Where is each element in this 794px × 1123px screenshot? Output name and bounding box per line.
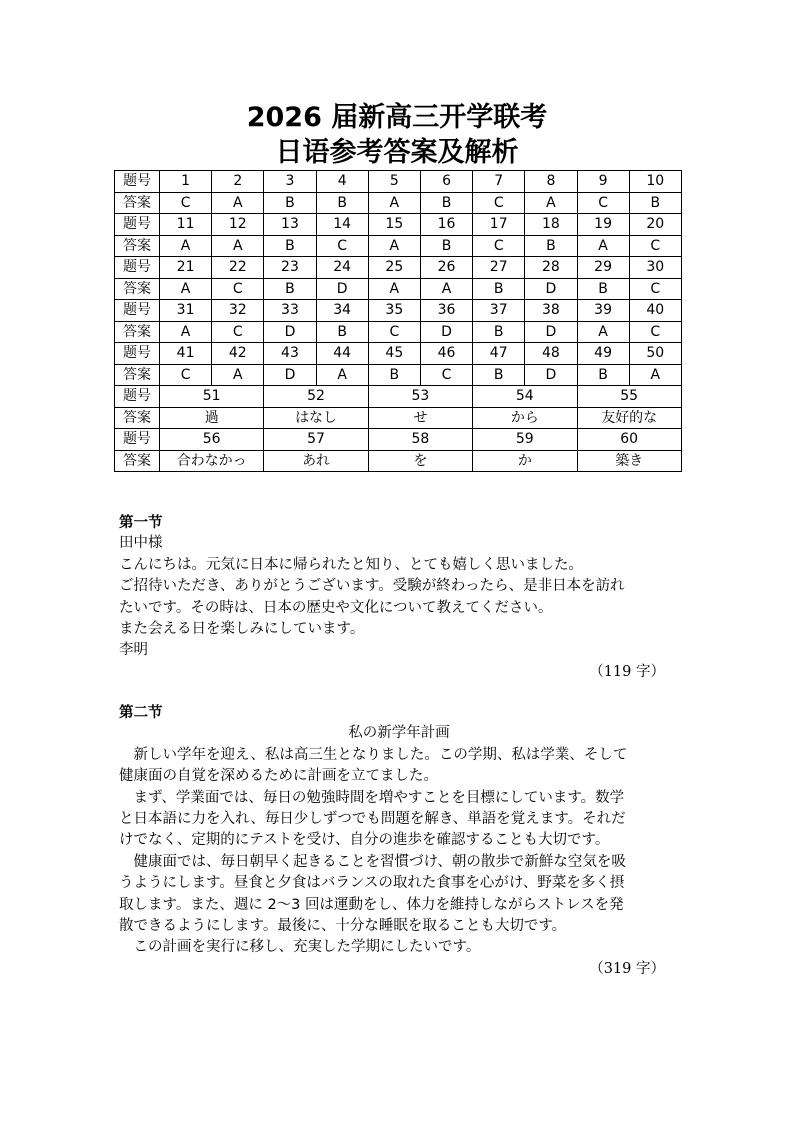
answer-cell: C — [212, 321, 264, 343]
answer-cell: 友好的な — [577, 407, 681, 429]
answer-cell: D — [316, 278, 368, 300]
question-number-cell: 36 — [420, 300, 472, 322]
section-1-heading: 第一节 — [119, 514, 163, 531]
row-label: 题号 — [115, 343, 160, 365]
question-number-cell: 48 — [525, 343, 577, 365]
answer-cell: B — [316, 192, 368, 214]
question-number-cell: 30 — [629, 257, 681, 279]
answer-cell: C — [629, 321, 681, 343]
section-1-line: 李明 — [119, 642, 148, 659]
row-label: 答案 — [115, 278, 160, 300]
answer-cell: あれ — [264, 450, 368, 472]
question-number-cell: 23 — [264, 257, 316, 279]
answer-cell: B — [420, 235, 472, 257]
essay-line: と日本語に力を入れ、毎日少しずつでも問題を解き、単語を覚えます。それだ — [119, 811, 626, 828]
question-number-row — [115, 343, 682, 365]
question-number-cell: 22 — [212, 257, 264, 279]
question-number-cell: 52 — [264, 386, 368, 408]
question-number-cell: 43 — [264, 343, 316, 365]
answer-cell: D — [525, 321, 577, 343]
answer-cell: B — [264, 235, 316, 257]
question-number-cell: 15 — [368, 214, 420, 236]
row-label: 答案 — [115, 235, 160, 257]
answer-cell: A — [316, 364, 368, 386]
question-number-cell: 28 — [525, 257, 577, 279]
row-label: 答案 — [115, 407, 160, 429]
answer-cell: D — [264, 364, 316, 386]
question-number-cell: 40 — [629, 300, 681, 322]
row-label: 题号 — [115, 214, 160, 236]
question-number-cell: 37 — [473, 300, 525, 322]
section-1-line: ご招待いただき、ありがとうございます。受験が終わったら、是非日本を訪れ — [119, 578, 625, 595]
answer-cell: B — [473, 321, 525, 343]
answer-cell: A — [212, 235, 264, 257]
row-label: 题号 — [115, 300, 160, 322]
section-1-line: たいです。その時は、日本の歴史や文化について教えてください。 — [119, 599, 553, 616]
section-1 — [119, 512, 679, 683]
answer-cell: B — [264, 278, 316, 300]
question-number-cell: 1 — [160, 171, 212, 193]
question-number-cell: 51 — [160, 386, 264, 408]
question-number-cell: 45 — [368, 343, 420, 365]
question-number-cell: 55 — [577, 386, 681, 408]
answer-cell: B — [316, 321, 368, 343]
answer-cell: A — [160, 278, 212, 300]
question-number-cell: 47 — [473, 343, 525, 365]
answer-cell: A — [577, 321, 629, 343]
question-number-cell: 8 — [525, 171, 577, 193]
answer-cell: C — [577, 192, 629, 214]
answer-row — [115, 235, 682, 257]
question-number-cell: 12 — [212, 214, 264, 236]
essay-line: この計画を実行に移し、充実した学期にしたいです。 — [133, 939, 481, 956]
answer-cell: A — [525, 192, 577, 214]
essay-line: 新しい学年を迎え、私は高三生となりました。この学期、私は学業、そして — [133, 746, 628, 763]
answer-row — [115, 321, 682, 343]
question-number-cell: 49 — [577, 343, 629, 365]
question-number-cell: 10 — [629, 171, 681, 193]
answer-cell: D — [264, 321, 316, 343]
essay-line: まず、学業面では、毎日の勉強時間を増やすことを目標にしています。数学 — [133, 789, 625, 806]
answer-cell: A — [629, 364, 681, 386]
question-number-cell: 53 — [368, 386, 472, 408]
question-number-row — [115, 386, 682, 408]
answer-cell: C — [368, 321, 420, 343]
question-number-cell: 25 — [368, 257, 420, 279]
question-number-cell: 3 — [264, 171, 316, 193]
row-label: 答案 — [115, 192, 160, 214]
answer-cell: 過 — [160, 407, 264, 429]
answer-cell: B — [577, 364, 629, 386]
answer-row — [115, 278, 682, 300]
question-number-cell: 44 — [316, 343, 368, 365]
row-label: 答案 — [115, 450, 160, 472]
question-number-cell: 29 — [577, 257, 629, 279]
question-number-cell: 16 — [420, 214, 472, 236]
answer-cell: A — [368, 192, 420, 214]
section-1-line: 田中様 — [119, 535, 163, 552]
question-number-cell: 32 — [212, 300, 264, 322]
answer-cell: B — [473, 278, 525, 300]
question-number-cell: 6 — [420, 171, 472, 193]
question-number-cell: 13 — [264, 214, 316, 236]
question-number-cell: 46 — [420, 343, 472, 365]
answer-cell: C — [160, 192, 212, 214]
question-number-row — [115, 214, 682, 236]
answer-cell: A — [368, 278, 420, 300]
question-number-cell: 38 — [525, 300, 577, 322]
question-number-row — [115, 171, 682, 193]
section-2-char-count: （319 字） — [589, 960, 665, 977]
question-number-cell: 4 — [316, 171, 368, 193]
question-number-cell: 35 — [368, 300, 420, 322]
question-number-cell: 39 — [577, 300, 629, 322]
question-number-cell: 27 — [473, 257, 525, 279]
question-number-cell: 26 — [420, 257, 472, 279]
document-title-line-1: 2026 届新高三开学联考 — [246, 102, 548, 133]
question-number-cell: 59 — [473, 429, 577, 451]
essay-line: けでなく、定期的にテストを受け、自分の進歩を確認することも大切です。 — [119, 832, 610, 849]
answer-cell: C — [629, 235, 681, 257]
answer-cell: B — [368, 364, 420, 386]
question-number-cell: 60 — [577, 429, 681, 451]
essay-line: 健康面の自覚を深めるために計画を立てました。 — [119, 768, 438, 785]
question-number-cell: 42 — [212, 343, 264, 365]
answer-cell: A — [212, 192, 264, 214]
essay-line: うようにします。昼食と夕食はバランスの取れた食事を心がけ、野菜を多く摂 — [119, 875, 625, 892]
section-1-line: こんにちは。元気に日本に帰られたと知り、とても嬉しく思いました。 — [119, 556, 583, 573]
answer-cell: C — [473, 235, 525, 257]
row-label: 答案 — [115, 321, 160, 343]
section-1-line: また会える日を楽しみにしています。 — [119, 621, 365, 638]
answer-cell: B — [264, 192, 316, 214]
answer-cell: A — [212, 364, 264, 386]
answer-key-table — [114, 170, 682, 472]
question-number-cell: 11 — [160, 214, 212, 236]
answer-cell: から — [473, 407, 577, 429]
answer-cell: A — [368, 235, 420, 257]
answer-cell: C — [160, 364, 212, 386]
answer-cell: C — [316, 235, 368, 257]
question-number-cell: 17 — [473, 214, 525, 236]
essay-line: 散できるようにします。最後に、十分な睡眠を取ることも大切です。 — [119, 918, 567, 935]
question-number-row — [115, 300, 682, 322]
row-label: 答案 — [115, 364, 160, 386]
answer-row — [115, 192, 682, 214]
answer-cell: C — [420, 364, 472, 386]
answer-cell: C — [629, 278, 681, 300]
answer-cell: A — [160, 321, 212, 343]
answer-row — [115, 364, 682, 386]
section-2-heading: 第二节 — [119, 704, 163, 721]
question-number-cell: 7 — [473, 171, 525, 193]
question-number-cell: 2 — [212, 171, 264, 193]
answer-row — [115, 450, 682, 472]
row-label: 题号 — [115, 386, 160, 408]
question-number-cell: 9 — [577, 171, 629, 193]
row-label: 题号 — [115, 171, 160, 193]
answer-cell: B — [525, 235, 577, 257]
question-number-row — [115, 257, 682, 279]
question-number-cell: 54 — [473, 386, 577, 408]
document-title-line-2: 日语参考答案及解析 — [275, 137, 519, 168]
essay-title: 私の新学年計画 — [348, 725, 450, 742]
essay-line: 取します。また、週に 2～3 回は運動をし、体力を維持しながらストレスを発 — [119, 896, 624, 913]
answer-cell: A — [577, 235, 629, 257]
section-1-char-count: （119 字） — [589, 663, 665, 680]
question-number-cell: 18 — [525, 214, 577, 236]
question-number-cell: 19 — [577, 214, 629, 236]
answer-cell: を — [368, 450, 472, 472]
question-number-cell: 24 — [316, 257, 368, 279]
question-number-cell: 41 — [160, 343, 212, 365]
question-number-cell: 57 — [264, 429, 368, 451]
question-number-cell: 50 — [629, 343, 681, 365]
answer-cell: 築き — [577, 450, 681, 472]
answer-cell: A — [160, 235, 212, 257]
answer-cell: 合わなかっ — [160, 450, 264, 472]
answer-cell: C — [473, 192, 525, 214]
question-number-cell: 56 — [160, 429, 264, 451]
answer-cell: B — [629, 192, 681, 214]
answer-cell: B — [420, 192, 472, 214]
question-number-cell: 14 — [316, 214, 368, 236]
question-number-cell: 5 — [368, 171, 420, 193]
answer-cell: A — [420, 278, 472, 300]
answer-cell: せ — [368, 407, 472, 429]
answer-cell: B — [577, 278, 629, 300]
answer-cell: D — [525, 364, 577, 386]
answer-cell: B — [473, 364, 525, 386]
answer-cell: D — [420, 321, 472, 343]
question-number-cell: 20 — [629, 214, 681, 236]
row-label: 题号 — [115, 429, 160, 451]
question-number-cell: 33 — [264, 300, 316, 322]
section-2 — [119, 702, 679, 980]
row-label: 题号 — [115, 257, 160, 279]
answer-cell: D — [525, 278, 577, 300]
question-number-cell: 31 — [160, 300, 212, 322]
question-number-row — [115, 429, 682, 451]
question-number-cell: 21 — [160, 257, 212, 279]
answer-cell: か — [473, 450, 577, 472]
answer-cell: はなし — [264, 407, 368, 429]
question-number-cell: 58 — [368, 429, 472, 451]
question-number-cell: 34 — [316, 300, 368, 322]
answer-cell: C — [212, 278, 264, 300]
answer-row — [115, 407, 682, 429]
essay-line: 健康面では、毎日朝早く起きることを習慣づけ、朝の散歩で新鮮な空気を吸 — [133, 853, 626, 870]
